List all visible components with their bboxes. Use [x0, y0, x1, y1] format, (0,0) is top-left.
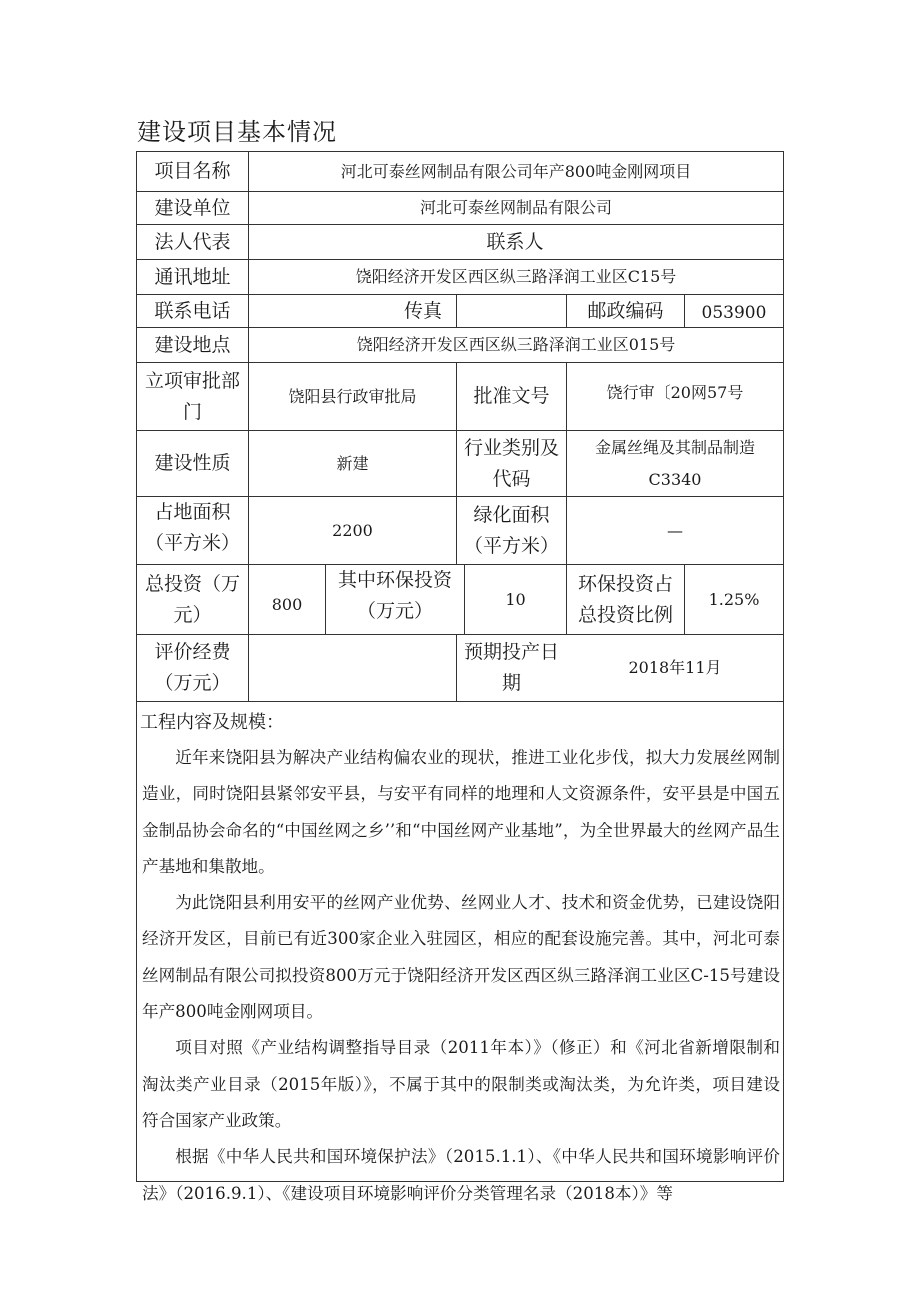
industry-label: 行业类别及代码	[463, 436, 559, 490]
env-investment-label: 其中环保投资（万元）	[337, 569, 452, 622]
production-date-value: 2018年11月	[628, 658, 722, 677]
legal-rep-label: 法人代表	[154, 230, 231, 253]
fax-value	[457, 295, 566, 327]
fax-label: 传真	[403, 299, 442, 322]
total-investment-label: 总投资（万元）	[144, 572, 240, 626]
green-area-label: 绿化面积（平方米）	[463, 503, 559, 557]
eval-fee-label: 评价经费（万元）	[154, 641, 231, 694]
phone-label: 联系电话	[154, 299, 231, 322]
approval-dept-label: 立项审批部门	[144, 369, 240, 423]
paragraph: 近年来饶阳县为解决产业结构偏农业的现状，推进工业化步伐，拟大力发展丝网制造业，同时饶阳县紧邻安平县，与安平有同样的地理和人文资源条件，安平县是中国五金制品协会命名的“中国丝网之乡’’和“中国丝网产业基地”，为全世界最大的丝网产品生产基地和集散地。	[142, 748, 780, 876]
area-value: 2200	[332, 520, 373, 540]
env-investment-value: 10	[505, 589, 526, 609]
paragraph: 项目对照《产业结构调整指导目录（2011年本）》（修正）和《河北省新增限制和淘汰类产业目录（2015年版）》，不属于其中的限制类或淘汰类，为允许类，项目建设符合国家产业政策。	[142, 1038, 780, 1130]
industry-value	[567, 431, 783, 496]
contact-label: 联系人	[486, 230, 544, 253]
industry-name: 金属丝绳及其制品制造	[594, 437, 755, 457]
legal-rep-value	[249, 225, 449, 259]
address-value: 饶阳经济开发区西区纵三路泽润工业区C15号	[355, 267, 677, 286]
nature-value: 新建	[336, 453, 369, 473]
env-ratio-value: 1.25%	[708, 589, 760, 609]
green-area-value: —	[667, 520, 683, 540]
site-value: 饶阳经济开发区西区纵三路泽润工业区015号	[356, 335, 676, 354]
page-title: 建设项目基本情况	[137, 118, 337, 146]
postal-code-value: 053900	[701, 303, 767, 323]
construction-unit-label: 建设单位	[154, 196, 231, 219]
approval-doc-label: 批准文号	[473, 385, 550, 407]
paragraph: 根据《中华人民共和国环境保护法》（2015.1.1）、《中华人民共和国环境影响评价法》（2016.9.1）、《建设项目环境影响评价分类管理名录（2018本）》等	[142, 1147, 780, 1203]
approval-dept-value: 饶阳县行政审批局	[288, 386, 417, 406]
site-label: 建设地点	[154, 333, 231, 356]
eval-fee-value	[249, 635, 456, 701]
project-name-label: 项目名称	[154, 160, 231, 182]
total-investment-value: 800	[271, 594, 303, 614]
postal-code-label: 邮政编码	[587, 299, 664, 322]
contact-value	[580, 225, 780, 259]
area-label: 占地面积（平方米）	[144, 501, 240, 554]
section-body	[136, 740, 784, 1212]
industry-code: C3340	[648, 469, 702, 489]
paragraph: 为此饶阳县利用安平的丝网产业优势、丝网业人才、技术和资金优势，已建设饶阳经济开发区，目前已有近300家企业入驻园区，相应的配套设施完善。其中，河北可泰丝网制品有限公司拟投资800万元于饶阳经济开发区西区纵三路泽润工业区C-15号建设年产800吨金刚网项目。	[142, 893, 780, 1022]
construction-unit-value: 河北可泰丝网制品有限公司	[419, 198, 612, 217]
project-name-value: 河北可泰丝网制品有限公司年产800吨金刚网项目	[340, 161, 692, 181]
env-ratio-label: 环保投资占总投资比例	[577, 572, 673, 626]
nature-label: 建设性质	[154, 452, 231, 474]
approval-doc-value: 饶行审〔20网57号	[606, 383, 744, 402]
address-label: 通讯地址	[154, 265, 231, 288]
section-heading: 工程内容及规模：	[140, 712, 284, 733]
production-date-label: 预期投产日期	[463, 641, 559, 694]
